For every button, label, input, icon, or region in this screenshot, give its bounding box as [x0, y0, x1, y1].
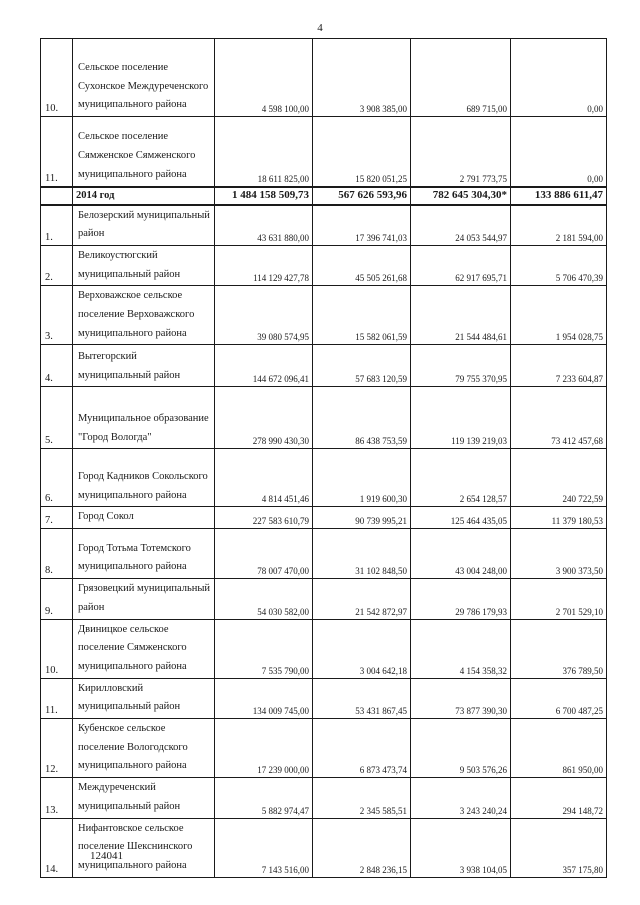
value-total: 114 129 427,78 [215, 245, 313, 285]
value-col-2: 2 345 585,51 [313, 778, 411, 818]
document-code: 124041 [90, 850, 123, 862]
municipality-name: Город Кадников Сокольского муниципального района [73, 449, 215, 507]
table-row [41, 529, 607, 579]
value-col-2: 3 004 642,18 [313, 619, 411, 678]
value-total: 7 535 790,00 [215, 619, 313, 678]
value-col-2: 86 438 753,59 [313, 387, 411, 449]
value-col-4: 6 700 487,25 [511, 678, 607, 718]
value-total: 227 583 610,79 [215, 507, 313, 529]
value-col-3: 2 791 773,75 [411, 117, 511, 187]
year-label: 2014 год [73, 187, 215, 205]
value-col-3: 125 464 435,05 [411, 507, 511, 529]
municipality-name: Белозерский муниципальный район [73, 205, 215, 246]
value-col-2: 3 908 385,00 [313, 39, 411, 117]
page-number: 4 [317, 22, 323, 34]
value-col-3: 3 243 240,24 [411, 778, 511, 818]
value-col-4: 1 954 028,75 [511, 286, 607, 345]
budget-table [40, 38, 607, 878]
value-col-4: 0,00 [511, 117, 607, 187]
table-row [41, 778, 607, 818]
row-number: 11. [41, 678, 73, 718]
table-row [41, 818, 607, 877]
municipality-name: Верховажское сельское поселение Верховажского муниципального района [73, 286, 215, 345]
value-col-2: 6 873 473,74 [313, 719, 411, 778]
row-number: 14. [41, 818, 73, 877]
table-row [41, 678, 607, 718]
value-col-3: 2 654 128,57 [411, 449, 511, 507]
value-total: 278 990 430,30 [215, 387, 313, 449]
value-col-4: 861 950,00 [511, 719, 607, 778]
row-number: 5. [41, 387, 73, 449]
value-col-3: 119 139 219,03 [411, 387, 511, 449]
row-number: 9. [41, 579, 73, 619]
municipality-name: Вытегорский муниципальный район [73, 345, 215, 387]
table-row [41, 205, 607, 246]
municipality-name: Город Сокол [73, 507, 215, 529]
municipality-name: Кирилловский муниципальный район [73, 678, 215, 718]
table-row [41, 117, 607, 187]
table-row [41, 345, 607, 387]
value-total: 43 631 880,00 [215, 205, 313, 246]
value-col-3: 9 503 576,26 [411, 719, 511, 778]
value-total: 39 080 574,95 [215, 286, 313, 345]
municipality-name: Двиницкое сельское поселение Сямженского муниципального района [73, 619, 215, 678]
value-total: 78 007 470,00 [215, 529, 313, 579]
value-col-2: 1 919 600,30 [313, 449, 411, 507]
row-number: 4. [41, 345, 73, 387]
row-number: 13. [41, 778, 73, 818]
value-col-2: 21 542 872,97 [313, 579, 411, 619]
value-total: 134 009 745,00 [215, 678, 313, 718]
year-row [41, 187, 607, 205]
value-col-4: 294 148,72 [511, 778, 607, 818]
row-number: 1. [41, 205, 73, 246]
value-total: 4 598 100,00 [215, 39, 313, 117]
table-row [41, 245, 607, 285]
table-row [41, 286, 607, 345]
municipality-name: Муниципальное образование "Город Вологда" [73, 387, 215, 449]
value-col-4: 5 706 470,39 [511, 245, 607, 285]
row-number: 6. [41, 449, 73, 507]
value-col-4: 11 379 180,53 [511, 507, 607, 529]
value-col-4: 2 181 594,00 [511, 205, 607, 246]
value-col-3: 62 917 695,71 [411, 245, 511, 285]
year-col-3: 782 645 304,30* [411, 187, 511, 205]
table-row [41, 579, 607, 619]
value-total: 18 611 825,00 [215, 117, 313, 187]
row-number: 10. [41, 619, 73, 678]
value-col-4: 3 900 373,50 [511, 529, 607, 579]
value-col-4: 7 233 604,87 [511, 345, 607, 387]
value-total: 17 239 000,00 [215, 719, 313, 778]
value-col-3: 4 154 358,32 [411, 619, 511, 678]
value-col-2: 15 820 051,25 [313, 117, 411, 187]
value-col-2: 31 102 848,50 [313, 529, 411, 579]
value-col-2: 15 582 061,59 [313, 286, 411, 345]
value-col-2: 90 739 995,21 [313, 507, 411, 529]
value-col-2: 57 683 120,59 [313, 345, 411, 387]
value-col-3: 73 877 390,30 [411, 678, 511, 718]
row-number: 3. [41, 286, 73, 345]
value-col-3: 689 715,00 [411, 39, 511, 117]
value-col-4: 376 789,50 [511, 619, 607, 678]
value-total: 54 030 582,00 [215, 579, 313, 619]
row-number: 10. [41, 39, 73, 117]
table-row [41, 507, 607, 529]
value-col-2: 2 848 236,15 [313, 818, 411, 877]
value-col-3: 3 938 104,05 [411, 818, 511, 877]
municipality-name: Нифантовское сельское поселение Шекснинского муниципального района [73, 818, 215, 877]
value-col-4: 357 175,80 [511, 818, 607, 877]
value-total: 4 814 451,46 [215, 449, 313, 507]
value-col-2: 17 396 741,03 [313, 205, 411, 246]
municipality-name: Кубенское сельское поселение Вологодского муниципального района [73, 719, 215, 778]
value-col-3: 24 053 544,97 [411, 205, 511, 246]
value-total: 5 882 974,47 [215, 778, 313, 818]
row-number: 12. [41, 719, 73, 778]
value-total: 144 672 096,41 [215, 345, 313, 387]
table-row [41, 619, 607, 678]
year-num-cell [41, 187, 73, 205]
value-col-4: 73 412 457,68 [511, 387, 607, 449]
municipality-name: Междуреченский муниципальный район [73, 778, 215, 818]
value-col-3: 43 004 248,00 [411, 529, 511, 579]
municipality-name: Сельское поселение Сухонское Междуреченского муниципального района [73, 39, 215, 117]
row-number: 2. [41, 245, 73, 285]
year-total: 1 484 158 509,73 [215, 187, 313, 205]
year-col-4: 133 886 611,47 [511, 187, 607, 205]
year-col-2: 567 626 593,96 [313, 187, 411, 205]
value-col-3: 21 544 484,61 [411, 286, 511, 345]
value-col-4: 240 722,59 [511, 449, 607, 507]
table-row [41, 387, 607, 449]
municipality-name: Сельское поселение Сямженское Сямженского муниципального района [73, 117, 215, 187]
table-body [41, 39, 607, 878]
table-row [41, 719, 607, 778]
value-col-3: 79 755 370,95 [411, 345, 511, 387]
row-number: 8. [41, 529, 73, 579]
row-number: 7. [41, 507, 73, 529]
value-col-2: 45 505 261,68 [313, 245, 411, 285]
value-col-3: 29 786 179,93 [411, 579, 511, 619]
table-row [41, 449, 607, 507]
municipality-name: Город Тотьма Тотемского муниципального района [73, 529, 215, 579]
row-number: 11. [41, 117, 73, 187]
value-total: 7 143 516,00 [215, 818, 313, 877]
municipality-name: Великоустюгский муниципальный район [73, 245, 215, 285]
table-row [41, 39, 607, 117]
municipality-name: Грязовецкий муниципальный район [73, 579, 215, 619]
value-col-4: 2 701 529,10 [511, 579, 607, 619]
value-col-2: 53 431 867,45 [313, 678, 411, 718]
value-col-4: 0,00 [511, 39, 607, 117]
